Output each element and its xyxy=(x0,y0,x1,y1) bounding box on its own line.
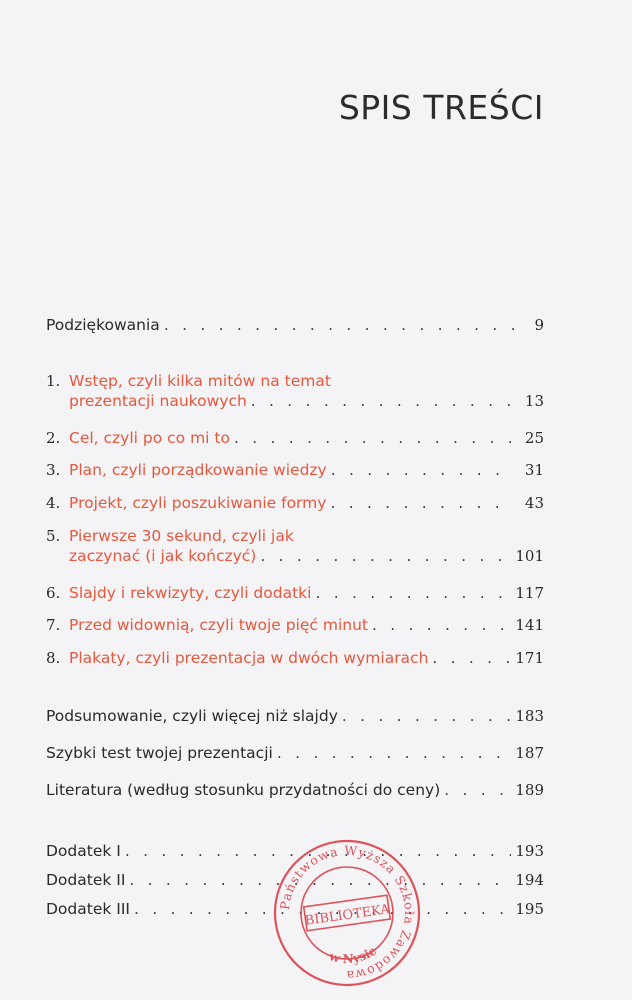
entry-title: Cel, czyli po co mi to xyxy=(69,429,230,447)
entry-page: 193 xyxy=(515,842,544,860)
toc-entry xyxy=(46,371,544,411)
entry-page: 171 xyxy=(515,649,544,667)
leader-dots xyxy=(251,391,514,411)
entry-title: Szybki test twojej prezentacji xyxy=(46,744,273,762)
entry-title: zaczynać (i jak kończyć) xyxy=(69,547,257,565)
entry-title: Slajdy i rekwizyty, czyli dodatki xyxy=(69,584,312,602)
entry-page: 117 xyxy=(515,584,544,602)
entry-title: Przed widownią, czyli twoje pięć minut xyxy=(69,616,368,634)
toc-entry xyxy=(46,743,544,763)
entry-title: Dodatek III xyxy=(46,900,130,918)
leader-dots xyxy=(372,615,511,635)
toc-entry xyxy=(46,706,544,726)
leader-dots xyxy=(234,428,514,448)
leader-dots xyxy=(342,706,511,726)
entry-page: 43 xyxy=(524,494,544,512)
stamp-ring-text: Państwowa Wyższa Szkoła Zawodowa xyxy=(276,842,418,984)
leader-dots xyxy=(260,546,511,566)
entry-page: 195 xyxy=(515,900,544,918)
entry-page: 25 xyxy=(524,429,544,447)
stamp-center-text: BIBLIOTEKA xyxy=(304,902,391,929)
entry-page: 141 xyxy=(515,616,544,634)
toc-entry xyxy=(46,780,544,800)
entry-page: 13 xyxy=(524,392,544,410)
entry-page: 189 xyxy=(515,781,544,799)
leader-dots xyxy=(331,460,514,480)
toc-entry xyxy=(46,460,544,480)
chapter-number: 8. xyxy=(46,649,61,667)
leader-dots xyxy=(277,743,512,763)
entry-page: 31 xyxy=(524,461,544,479)
entry-page: 183 xyxy=(515,707,544,725)
entry-title: prezentacji naukowych xyxy=(69,392,247,410)
chapter-number: 4. xyxy=(46,494,61,512)
entry-title: Plan, czyli porządkowanie wiedzy xyxy=(69,461,327,479)
entry-page: 194 xyxy=(515,871,544,889)
entry-title-line1: Wstęp, czyli kilka mitów na temat xyxy=(69,372,331,390)
leader-dots xyxy=(444,780,511,800)
toc-entry xyxy=(46,648,544,668)
entry-page: 9 xyxy=(534,316,544,334)
entry-title: Plakaty, czyli prezentacja w dwóch wymiarach xyxy=(69,649,429,667)
toc-entry xyxy=(46,493,544,513)
entry-title: Literatura (według stosunku przydatności do ceny) xyxy=(46,781,441,799)
entry-title: Dodatek II xyxy=(46,871,126,889)
entry-title: Projekt, czyli poszukiwanie formy xyxy=(69,494,327,512)
toc-entry xyxy=(46,315,544,335)
leader-dots xyxy=(315,583,511,603)
toc-entry xyxy=(46,583,544,603)
entry-title-line1: Pierwsze 30 sekund, czyli jak xyxy=(69,527,294,545)
toc-entry xyxy=(46,428,544,448)
toc-entry xyxy=(46,526,544,566)
leader-dots xyxy=(432,648,511,668)
chapter-number: 7. xyxy=(46,616,61,634)
chapter-number: 6. xyxy=(46,584,61,602)
chapter-number: 3. xyxy=(46,461,61,479)
toc-entry xyxy=(46,615,544,635)
entry-title: Podziękowania xyxy=(46,316,160,334)
leader-dots xyxy=(330,493,514,513)
stamp-bottom-text: w Nysie xyxy=(327,943,380,967)
leader-dots xyxy=(164,315,514,335)
library-stamp xyxy=(262,828,431,997)
page-title: SPIS TREŚCI xyxy=(338,88,544,127)
chapter-number: 1. xyxy=(46,372,61,390)
entry-page: 101 xyxy=(515,547,544,565)
entry-title: Dodatek I xyxy=(46,842,121,860)
chapter-number: 2. xyxy=(46,429,61,447)
entry-title: Podsumowanie, czyli więcej niż slajdy xyxy=(46,707,338,725)
entry-page: 187 xyxy=(515,744,544,762)
chapter-number: 5. xyxy=(46,527,61,545)
